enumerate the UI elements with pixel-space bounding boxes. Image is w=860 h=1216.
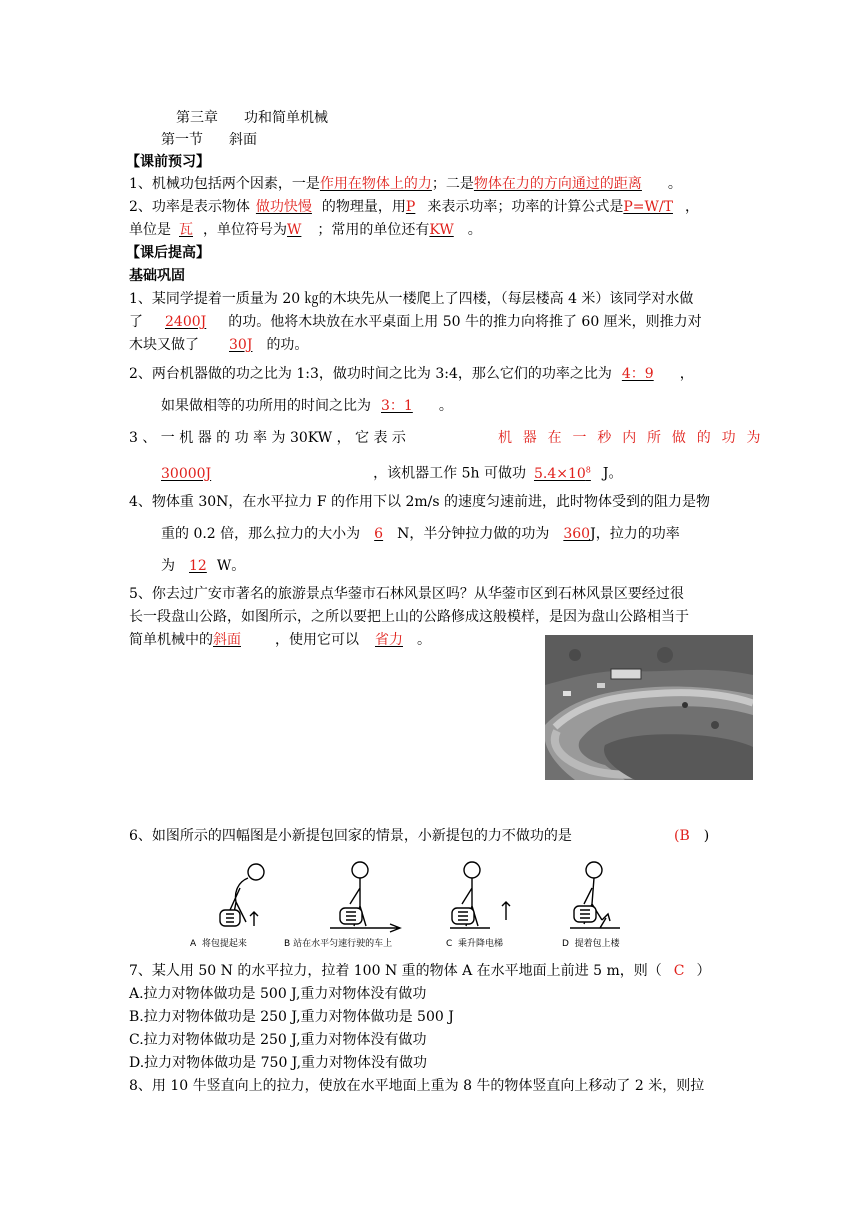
- q-text: 的功。他将木块放在水平桌面上用 50 牛的推力向将推了 60 厘米，则推力对: [228, 314, 702, 330]
- answer: 2400J: [165, 314, 207, 330]
- q-text: 6、如图所示的四幅图是小新提包回家的情景，小新提包的力不做功的是: [129, 828, 572, 844]
- fig-letter: B: [284, 939, 291, 949]
- answer: 物体在力的方向通过的距离: [473, 176, 642, 192]
- answer: 30J: [229, 337, 253, 353]
- q-text: 重的 0.2 倍，那么拉力的大小为: [161, 526, 361, 542]
- answer: C: [673, 963, 685, 979]
- answer-blank: [161, 466, 373, 482]
- answer-blank: [360, 526, 397, 542]
- q7-option-a: A.拉力对物体做功是 500 J,重力对物体没有做功: [129, 986, 427, 1002]
- fig-letter: C: [446, 939, 453, 949]
- answer: P: [405, 199, 416, 215]
- answer: 30000J: [161, 465, 212, 482]
- q-text: W。: [216, 558, 246, 574]
- q1-line2: [129, 312, 702, 332]
- q1-line1: 1、某同学提着一质量为 20 ㎏的木块先从一楼爬上了四楼，（每层楼高 4 米）该同学对水做: [129, 291, 694, 307]
- answer-blank: [175, 558, 217, 574]
- fig-letter: D: [562, 939, 569, 949]
- q-text: J，拉力的功率: [590, 526, 680, 542]
- fig-caption-b: [284, 936, 392, 949]
- chapter-title: 功和简单机械: [244, 110, 328, 126]
- q-text: ，单位符号为: [203, 222, 287, 238]
- q-text: 如果做相等的功所用的时间之比为: [161, 398, 371, 414]
- preview-q2-cont: [129, 220, 482, 240]
- q-text: 1、机械功包括两个因素，一是: [129, 176, 320, 192]
- q4-line1: 4、物体重 30N，在水平拉力 F 的作用下以 2m/s 的速度匀速前进，此时物体受到的阻力是物: [129, 494, 711, 510]
- q6-answer: [674, 826, 709, 846]
- q7-stem: [129, 961, 710, 981]
- fig-caption-d: [562, 936, 620, 949]
- q-text: ，使用它可以: [275, 632, 359, 648]
- answer: 机 器 在 一 秒 内 所 做 的 功 为: [497, 430, 764, 446]
- q-text: ）: [696, 963, 711, 979]
- q-text: 。: [417, 632, 431, 648]
- answer-blank: [406, 199, 427, 215]
- answer-exponent: 8: [585, 465, 591, 474]
- q-text: 简单机械中的: [129, 632, 213, 648]
- q3-line1: [129, 428, 764, 448]
- answer: P=W/T: [623, 199, 673, 215]
- q-text: 的物理量，用: [321, 199, 406, 215]
- answer-blank: [359, 632, 417, 648]
- q-text: 。: [438, 398, 453, 414]
- q-text: 木块又做了: [129, 337, 199, 353]
- answer-blank: [474, 176, 668, 192]
- answer: W: [287, 222, 302, 238]
- answer: 瓦: [179, 222, 193, 238]
- preview-q1: [129, 174, 682, 194]
- fig-caption-c: [446, 936, 503, 949]
- q2-line2: [161, 396, 453, 416]
- q-text: ，: [679, 366, 694, 382]
- q-text: 了: [129, 314, 143, 330]
- answer-blank: [171, 222, 203, 238]
- answer: 360: [563, 526, 591, 542]
- q7-option-c: C.拉力对物体做功是 250 J,重力对物体没有做功: [129, 1032, 427, 1048]
- basic-subheader: 基础巩固: [129, 268, 185, 284]
- answer: 作用在物体上的力: [319, 176, 432, 192]
- answer-blank: [526, 466, 603, 482]
- q5-line3: [129, 630, 431, 650]
- fig-text: 乘升降电梯: [458, 939, 504, 949]
- fig-text: 将包提起来: [201, 939, 247, 949]
- answer: 5.4×10: [533, 465, 586, 482]
- chapter-heading: [176, 108, 328, 128]
- mountain-road-image: [545, 635, 753, 780]
- q6-figures: [190, 858, 630, 950]
- q-text: 7、某人用 50 N 的水平拉力，拉着 100 N 重的物体 A 在水平地面上前进 5 m，则（: [129, 963, 662, 979]
- q3-line2: [161, 460, 623, 484]
- q7-option-b: B.拉力对物体做功是 250 J,重力对物体做功是 500 J: [129, 1009, 454, 1025]
- fig-letter: A: [190, 939, 197, 949]
- answer-paren: ): [703, 828, 710, 844]
- q-text: N，半分钟拉力做的功为: [397, 526, 550, 542]
- q-text: ；常用的单位还有: [317, 222, 430, 238]
- q-text: 单位是: [129, 222, 171, 238]
- q-text: 来表示功率；功率的计算公式是: [427, 199, 624, 215]
- answer: B: [679, 828, 690, 844]
- answer-blank: [549, 526, 590, 542]
- q-text: 的功。: [266, 337, 309, 353]
- section-heading: [161, 130, 257, 150]
- answer: 3：1: [381, 398, 413, 414]
- answer: 12: [189, 558, 207, 574]
- q2-line1: [129, 364, 694, 384]
- answer: 省力: [375, 632, 403, 648]
- q4-line3: [161, 556, 245, 576]
- q-text: J。: [602, 465, 623, 482]
- q-text: 。: [667, 176, 682, 192]
- q-text: 为: [161, 558, 175, 574]
- q6-line: [129, 826, 572, 846]
- answer: 4：9: [621, 366, 654, 382]
- q4-line2: [161, 524, 680, 544]
- answer: 斜面: [213, 632, 241, 648]
- preview-header: 【课前预习】: [126, 154, 210, 170]
- answer-blank: [371, 398, 439, 414]
- q1-line3: [129, 335, 308, 355]
- fig-text: 提着包上楼: [574, 939, 620, 949]
- answer-blank: [287, 222, 317, 238]
- q5-line2: 长一段盘山公路，如图所示，之所以要把上山的公路修成这般模样，是因为盘山公路相当于: [129, 609, 689, 625]
- answer-blank: [143, 314, 228, 330]
- mountain-road-photo: [545, 635, 753, 780]
- fig-caption-a: [190, 936, 247, 949]
- preview-q2: [129, 197, 699, 217]
- answer-blank: [429, 222, 467, 238]
- q-text: ；二是: [431, 176, 474, 192]
- q-text: 2、功率是表示物体: [129, 199, 250, 215]
- q8-line1: 8、用 10 牛竖直向上的拉力，使放在水平地面上重为 8 牛的物体竖直向上移动了 2 米，则拉: [129, 1078, 705, 1094]
- answer-blank: [623, 199, 685, 215]
- chapter-label: 第三章: [176, 110, 218, 126]
- blank-line: [412, 428, 498, 448]
- fig-text: 站在水平匀速行驶的车上: [293, 939, 393, 949]
- answer: 6: [374, 526, 384, 542]
- q7-option-d: D.拉力对物体做功是 750 J,重力对物体没有做功: [129, 1055, 428, 1071]
- q-text: 2、两台机器做的功之比为 1:3，做功时间之比为 3:4，那么它们的功率之比为: [129, 366, 612, 382]
- answer: 做功快慢: [255, 199, 312, 215]
- q-text: ，该机器工作 5h 可做功: [373, 465, 526, 482]
- answer: KW: [429, 222, 454, 238]
- q-text: ，: [684, 199, 699, 215]
- answer-blank: [199, 337, 266, 353]
- q-text: 。: [467, 222, 482, 238]
- answer-blank: [612, 366, 680, 382]
- q-text: 3 、 一 机 器 的 功 率 为 30KW ， 它 表 示: [129, 430, 406, 446]
- answer-paren: (: [674, 828, 680, 844]
- section-label: 第一节: [161, 132, 203, 148]
- q5-line1: 5、你去过广安市著名的旅游景点华蓥市石林风景区吗？从华蓥市区到石林风景区要经过很: [129, 586, 684, 602]
- answer-blank: [213, 632, 275, 648]
- answer-blank: [250, 199, 322, 215]
- after-header: 【课后提高】: [126, 245, 210, 261]
- section-title: 斜面: [229, 132, 257, 148]
